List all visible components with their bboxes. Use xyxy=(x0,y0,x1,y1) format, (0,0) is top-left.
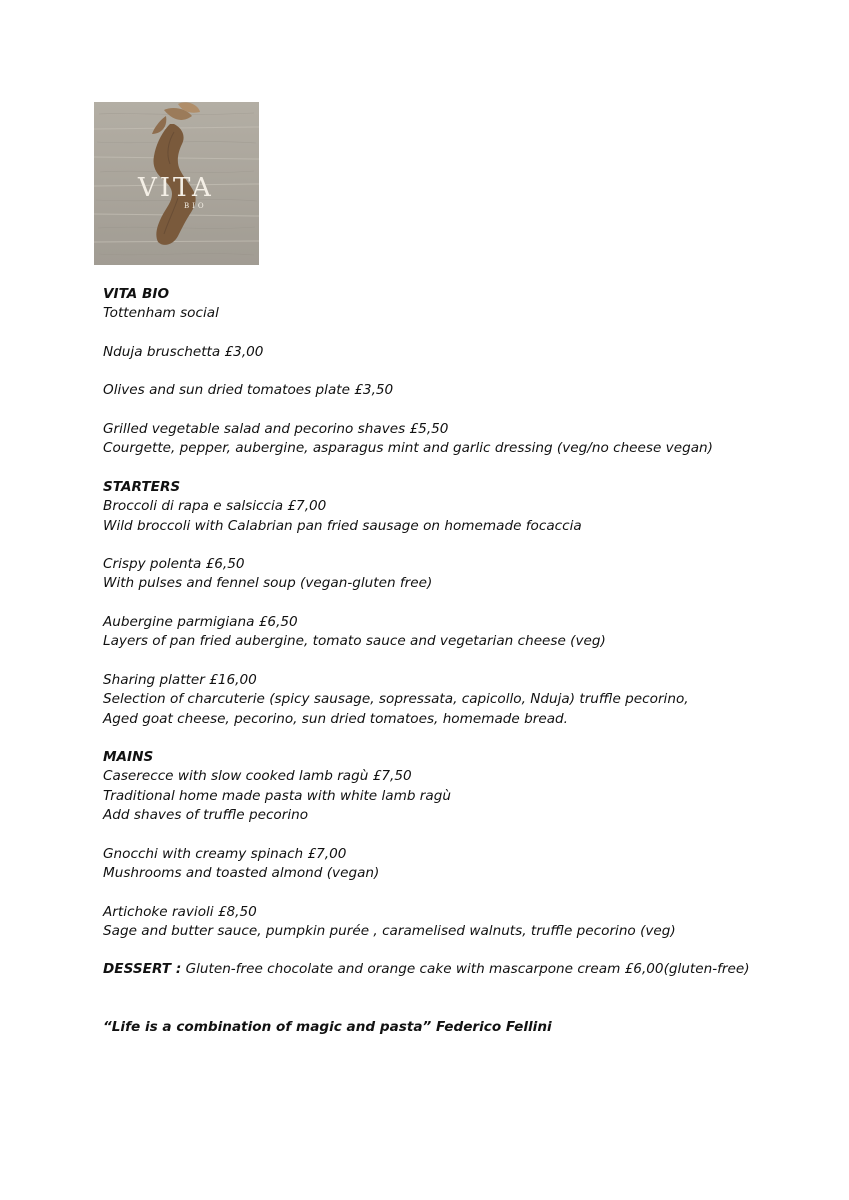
dessert-line xyxy=(103,960,823,979)
menu-item-description: Traditional home made pasta with white lamb ragù xyxy=(103,787,451,804)
menu-title: VITA BIO xyxy=(103,286,170,302)
menu-item-line: Aubergine parmigiana £6,50 xyxy=(103,614,298,631)
menu-item-description: Add shaves of truffle pecorino xyxy=(103,807,309,824)
menu-item-line: Caserecce with slow cooked lamb ragù £7,50 xyxy=(103,768,412,785)
menu-item-description: Sage and butter sauce, pumpkin purée , caramelised walnuts, truffle pecorino (veg) xyxy=(103,922,676,939)
menu-item-line: Sharing platter £16,00 xyxy=(103,671,257,688)
menu-item-description: With pulses and fennel soup (vegan-gluten free) xyxy=(103,575,433,592)
menu-item-description: Mushrooms and toasted almond (vegan) xyxy=(103,864,380,881)
menu-item-line: Broccoli di rapa e salsiccia £7,00 xyxy=(103,498,327,515)
menu-item-description: Courgette, pepper, aubergine, asparagus mint and garlic dressing (veg/no cheese vegan) xyxy=(103,440,713,457)
dessert-text: Gluten-free chocolate and orange cake with mascarpone cream £6,00(gluten-free) xyxy=(181,961,750,978)
menu-item-description: Layers of pan fried aubergine, tomato sauce and vegetarian cheese (veg) xyxy=(103,633,606,650)
logo-sub-mark: BIO xyxy=(184,202,207,210)
menu-text xyxy=(103,285,823,1038)
menu-subtitle: Tottenham social xyxy=(103,305,219,322)
section-heading-mains: MAINS xyxy=(103,749,154,766)
menu-item-line: Grilled vegetable salad and pecorino shaves £5,50 xyxy=(103,421,449,438)
menu-item-line: Nduja bruschetta £3,00 xyxy=(103,343,264,360)
section-heading-starters: STARTERS xyxy=(103,478,181,495)
menu-item-line: Artichoke ravioli £8,50 xyxy=(103,903,257,920)
menu-item-line: Gnocchi with creamy spinach £7,00 xyxy=(103,845,347,862)
dessert-label: DESSERT : xyxy=(103,961,182,978)
menu-item-description: Aged goat cheese, pecorino, sun dried tomatoes, homemade bread. xyxy=(103,710,568,727)
vita-bio-logo xyxy=(94,102,259,265)
menu-item-line: Olives and sun dried tomatoes plate £3,50 xyxy=(103,382,394,399)
closing-quote: “Life is a combination of magic and pasta” Federico Fellini xyxy=(103,1019,552,1036)
menu-item-description: Selection of charcuterie (spicy sausage, sopressata, capicollo, Nduja) truffle pecorino, xyxy=(103,691,689,708)
menu-item-line: Crispy polenta £6,50 xyxy=(103,556,245,573)
menu-item-description: Wild broccoli with Calabrian pan fried sausage on homemade focaccia xyxy=(103,517,582,534)
logo-brand-mark: VITA xyxy=(138,173,214,203)
